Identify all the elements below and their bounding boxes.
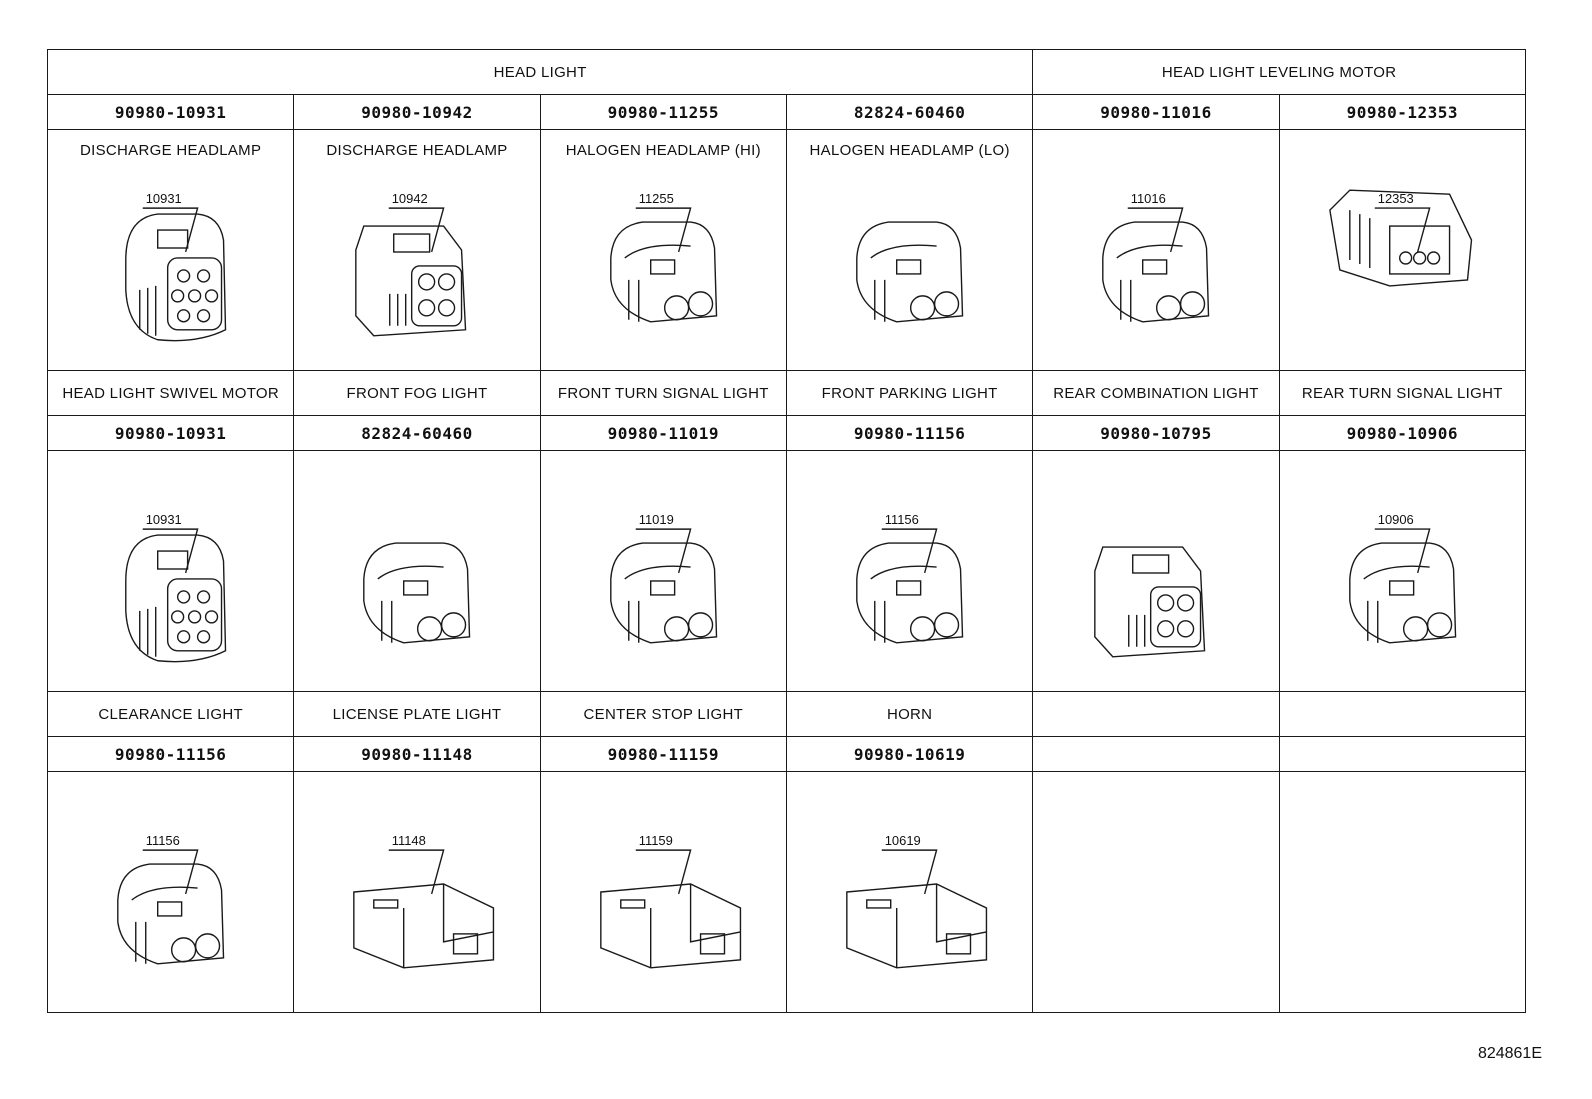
connector-illustration-cell <box>48 130 294 371</box>
connector-illustration-cell <box>540 772 786 1013</box>
connector-illustration-cell <box>294 130 540 371</box>
connector-6pin-icon <box>126 214 226 341</box>
location-label: HALOGEN HEADLAMP (LO) <box>809 142 1010 159</box>
part-number: 90980-11159 <box>540 737 786 772</box>
part-number: 90980-10931 <box>48 416 294 451</box>
location-label: REAR TURN SIGNAL LIGHT <box>1279 371 1525 416</box>
connector-illustration-cell <box>540 451 786 692</box>
connector-drawing <box>294 130 539 370</box>
part-number: 90980-11148 <box>294 737 540 772</box>
figure-number: 824861E <box>1477 1045 1542 1062</box>
connector-4pin-icon <box>1095 547 1205 657</box>
callout-number: 11016 <box>1131 191 1167 207</box>
location-label: FRONT TURN SIGNAL LIGHT <box>540 371 786 416</box>
callout-number: 11255 <box>638 191 674 207</box>
part-number <box>1279 737 1525 772</box>
connector-illustration-cell <box>294 772 540 1013</box>
callout-number: 11156 <box>884 512 919 528</box>
connector-illustration-cell <box>1279 772 1525 1013</box>
callout-number: 10906 <box>1377 512 1414 528</box>
callout-number: 11148 <box>392 833 427 849</box>
callout-number: 10942 <box>392 191 429 207</box>
location-label: REAR COMBINATION LIGHT <box>1033 371 1279 416</box>
callout-number: 11159 <box>638 833 673 849</box>
callout-leader <box>389 208 444 252</box>
location-label: FRONT FOG LIGHT <box>294 371 540 416</box>
connector-drawing <box>1280 130 1525 370</box>
callout-leader <box>1374 208 1429 252</box>
location-label: LICENSE PLATE LIGHT <box>294 692 540 737</box>
connector-flat-icon <box>600 884 740 968</box>
connector-2pin-icon <box>857 543 963 643</box>
connector-drawing <box>48 130 293 370</box>
connector-illustration-cell <box>786 130 1032 371</box>
location-label: CLEARANCE LIGHT <box>48 692 294 737</box>
part-number: 90980-10906 <box>1279 416 1525 451</box>
connector-drawing <box>541 451 786 691</box>
connector-drawing <box>541 772 786 1012</box>
connector-2pin-icon <box>610 222 716 322</box>
part-number: 90980-11016 <box>1033 95 1279 130</box>
connector-drawing <box>1033 451 1278 691</box>
location-label: HALOGEN HEADLAMP (HI) <box>565 142 761 159</box>
callout-number: 12353 <box>1377 191 1414 207</box>
connector-drawing <box>48 451 293 691</box>
connector-illustration-cell <box>1279 130 1525 371</box>
callout-leader <box>882 850 937 894</box>
location-label: DISCHARGE HEADLAMP <box>80 142 262 159</box>
connector-illustration-cell <box>786 451 1032 692</box>
connector-drawing <box>787 772 1032 1012</box>
connector-2pin-icon <box>1103 222 1209 322</box>
connector-illustration-cell <box>1033 451 1279 692</box>
connector-flat-icon <box>847 884 987 968</box>
part-number: 90980-10795 <box>1033 416 1279 451</box>
connector-flat-icon <box>354 884 494 968</box>
connector-table <box>47 49 1526 1013</box>
part-number: 90980-10942 <box>294 95 540 130</box>
part-number: 82824-60460 <box>294 416 540 451</box>
connector-illustration-cell <box>786 772 1032 1013</box>
connector-drawing <box>787 451 1032 691</box>
callout-number: 10931 <box>145 191 182 207</box>
connector-illustration-cell <box>48 772 294 1013</box>
group-header-head-light: HEAD LIGHT <box>48 50 1033 95</box>
connector-drawing <box>787 130 1032 370</box>
part-number: 90980-12353 <box>1279 95 1525 130</box>
connector-2pin-icon <box>364 543 470 643</box>
location-label: HEAD LIGHT SWIVEL MOTOR <box>48 371 294 416</box>
connector-drawing <box>541 130 786 370</box>
callout-leader <box>389 850 444 894</box>
location-label: FRONT PARKING LIGHT <box>786 371 1032 416</box>
callout-number: 11156 <box>145 833 180 849</box>
part-number: 82824-60460 <box>786 95 1032 130</box>
connector-illustration-cell <box>1279 451 1525 692</box>
connector-illustration-cell <box>540 130 786 371</box>
location-label <box>1279 692 1525 737</box>
connector-6pin-icon <box>126 535 226 662</box>
part-number: 90980-11156 <box>48 737 294 772</box>
connector-illustration-cell <box>48 451 294 692</box>
connector-2pin-icon <box>857 222 963 322</box>
connector-drawing <box>48 772 293 1012</box>
location-label: HORN <box>786 692 1032 737</box>
group-header-leveling-motor: HEAD LIGHT LEVELING MOTOR <box>1033 50 1526 95</box>
connector-2pin-icon <box>1349 543 1455 643</box>
location-label: CENTER STOP LIGHT <box>540 692 786 737</box>
connector-2pin-icon <box>118 864 224 964</box>
connector-drawing <box>1033 130 1278 370</box>
callout-number: 10619 <box>884 833 921 849</box>
part-number: 90980-11255 <box>540 95 786 130</box>
connector-illustration-cell <box>1033 130 1279 371</box>
part-number: 90980-10619 <box>786 737 1032 772</box>
callout-number: 11019 <box>638 512 674 528</box>
connector-illustration-cell <box>294 451 540 692</box>
connector-drawing <box>294 451 539 691</box>
connector-drawing <box>1280 451 1525 691</box>
location-label <box>1033 692 1279 737</box>
part-number: 90980-10931 <box>48 95 294 130</box>
part-number: 90980-11019 <box>540 416 786 451</box>
callout-leader <box>635 850 690 894</box>
connector-2pin-icon <box>610 543 716 643</box>
part-number <box>1033 737 1279 772</box>
part-number: 90980-11156 <box>786 416 1032 451</box>
connector-drawing <box>294 772 539 1012</box>
callout-number: 10931 <box>145 512 182 528</box>
connector-illustration-cell <box>1033 772 1279 1013</box>
connector-4pin-icon <box>356 226 466 336</box>
location-label: DISCHARGE HEADLAMP <box>326 142 508 159</box>
